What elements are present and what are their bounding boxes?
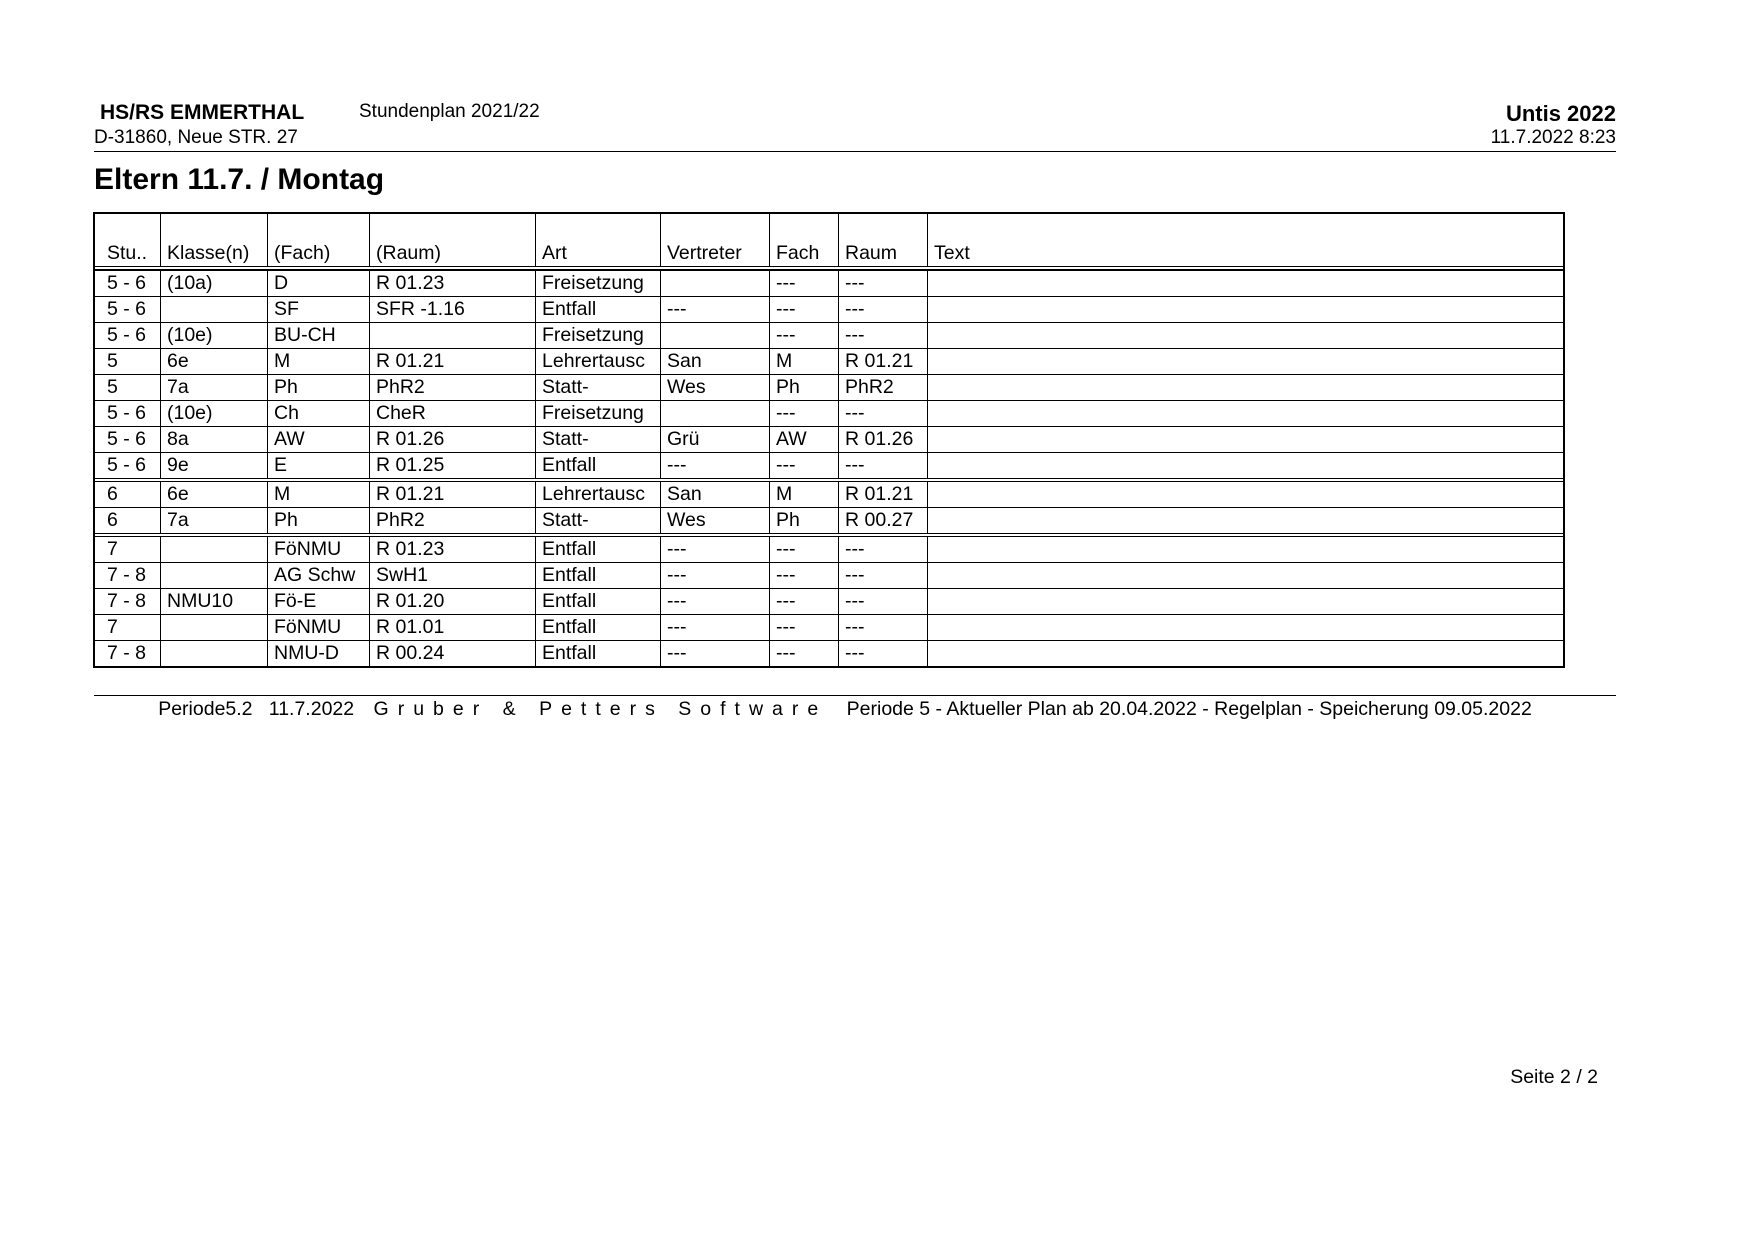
footer-period: Periode5.2 — [158, 698, 253, 720]
table-cell: --- — [660, 453, 769, 478]
table-cell: --- — [838, 589, 927, 614]
table-cell: Statt- — [535, 427, 660, 452]
page-number: Seite 2 / 2 — [1510, 1066, 1598, 1088]
column-header: Text — [927, 214, 1563, 266]
table-cell: Ph — [769, 375, 838, 400]
table-cell — [927, 641, 1563, 666]
table-cell: 7a — [160, 375, 267, 400]
table-row — [95, 348, 1563, 374]
table-body — [95, 270, 1563, 666]
table-row — [95, 614, 1563, 640]
table-cell: --- — [769, 589, 838, 614]
table-cell: R 01.23 — [369, 537, 535, 562]
table-cell: --- — [838, 563, 927, 588]
table-cell: PhR2 — [369, 375, 535, 400]
table-cell: R 01.26 — [838, 427, 927, 452]
table-cell: R 01.21 — [838, 349, 927, 374]
table-cell: 5 — [107, 376, 118, 398]
table-cell — [927, 508, 1563, 533]
table-cell: 5 - 6 — [107, 324, 147, 346]
table-cell: Wes — [660, 508, 769, 533]
table-cell: Lehrertausc — [535, 482, 660, 507]
software-name: Untis 2022 — [1505, 101, 1616, 126]
table-cell: --- — [660, 615, 769, 640]
footer-date: 11.7.2022 — [268, 698, 355, 720]
table-cell: 5 — [107, 350, 118, 372]
table-cell — [927, 589, 1563, 614]
table-cell: 7 — [107, 616, 118, 638]
table-cell: --- — [769, 323, 838, 348]
table-cell: NMU10 — [160, 589, 267, 614]
table-cell: PhR2 — [838, 375, 927, 400]
table-cell: R 01.20 — [369, 589, 535, 614]
table-cell: Ch — [267, 401, 369, 426]
table-cell: Ph — [267, 508, 369, 533]
table-cell: --- — [769, 563, 838, 588]
table-cell: San — [660, 349, 769, 374]
table-cell: --- — [838, 641, 927, 666]
table-cell: Entfall — [535, 297, 660, 322]
table-cell: --- — [838, 615, 927, 640]
table-cell: 5 - 6 — [107, 428, 147, 450]
table-row — [95, 640, 1563, 666]
table-cell: R 00.24 — [369, 641, 535, 666]
table-cell: 5 - 6 — [107, 454, 147, 476]
table-cell: 7 - 8 — [107, 642, 147, 664]
table-row — [95, 507, 1563, 533]
table-cell: R 01.21 — [369, 349, 535, 374]
table-cell: (10a) — [160, 271, 267, 296]
table-cell: Entfall — [535, 589, 660, 614]
table-cell: --- — [838, 323, 927, 348]
table-cell: SFR -1.16 — [369, 297, 535, 322]
table-cell: 9e — [160, 453, 267, 478]
table-row — [95, 533, 1563, 562]
table-cell: R 01.25 — [369, 453, 535, 478]
table-cell: 7 — [107, 538, 118, 560]
table-cell: PhR2 — [369, 508, 535, 533]
table-cell: --- — [838, 271, 927, 296]
table-cell: NMU-D — [267, 641, 369, 666]
footer — [94, 698, 1616, 721]
table-cell: AG Schw — [267, 563, 369, 588]
table-cell — [927, 271, 1563, 296]
plan-name: Stundenplan 2021/22 — [359, 101, 540, 122]
table-cell: R 01.26 — [369, 427, 535, 452]
table-cell: R 01.21 — [369, 482, 535, 507]
table-cell: --- — [660, 537, 769, 562]
table-cell — [660, 271, 769, 296]
table-cell: 8a — [160, 427, 267, 452]
table-cell: Entfall — [535, 563, 660, 588]
table-cell: (10e) — [160, 401, 267, 426]
table-cell: --- — [838, 297, 927, 322]
table-cell — [927, 453, 1563, 478]
table-cell: --- — [769, 615, 838, 640]
table-cell: --- — [660, 641, 769, 666]
table-cell: M — [267, 482, 369, 507]
table-cell: 7 - 8 — [107, 564, 147, 586]
table-cell: M — [267, 349, 369, 374]
table-cell: FöNMU — [267, 537, 369, 562]
table-cell — [927, 427, 1563, 452]
table-row — [95, 588, 1563, 614]
table-cell: (10e) — [160, 323, 267, 348]
table-cell: 6e — [160, 349, 267, 374]
table-cell: --- — [838, 401, 927, 426]
table-cell: R 01.01 — [369, 615, 535, 640]
table-cell: 7a — [160, 508, 267, 533]
header-rule — [94, 151, 1616, 152]
column-header: Art — [535, 214, 660, 266]
table-cell: --- — [838, 453, 927, 478]
table-cell: Freisetzung — [535, 323, 660, 348]
footer-vendor: Gruber & Petters Software — [373, 698, 828, 720]
table-cell: D — [267, 271, 369, 296]
school-address: D-31860, Neue STR. 27 — [94, 127, 298, 148]
table-cell — [160, 641, 267, 666]
table-cell — [160, 537, 267, 562]
column-header: Stu.. — [107, 242, 148, 264]
table-cell — [927, 615, 1563, 640]
table-cell: Ph — [769, 508, 838, 533]
table-cell: 5 - 6 — [107, 272, 147, 294]
table-cell: E — [267, 453, 369, 478]
table-cell: Freisetzung — [535, 271, 660, 296]
table-cell: --- — [660, 563, 769, 588]
table-cell: Statt- — [535, 508, 660, 533]
table-cell: --- — [769, 297, 838, 322]
table-cell: 7 - 8 — [107, 590, 147, 612]
table-cell: M — [769, 349, 838, 374]
table-row — [95, 452, 1563, 478]
table-cell: R 01.23 — [369, 271, 535, 296]
table-cell — [927, 375, 1563, 400]
column-header: (Raum) — [369, 214, 535, 266]
table-cell: --- — [769, 453, 838, 478]
table-cell: Entfall — [535, 453, 660, 478]
table-cell: Statt- — [535, 375, 660, 400]
table-cell: Grü — [660, 427, 769, 452]
table-cell: SF — [267, 297, 369, 322]
table-cell — [927, 323, 1563, 348]
table-row — [95, 374, 1563, 400]
column-header: Klasse(n) — [160, 214, 267, 266]
footer-info: Periode 5 - Aktueller Plan ab 20.04.2022 - Regelplan - Speicherung 09.05.2022 — [846, 698, 1532, 720]
table-cell — [927, 482, 1563, 507]
table-cell: R 01.21 — [838, 482, 927, 507]
table-cell: BU-CH — [267, 323, 369, 348]
table-cell — [369, 323, 535, 348]
table-cell: Entfall — [535, 615, 660, 640]
table-cell: --- — [769, 271, 838, 296]
table-cell: 6e — [160, 482, 267, 507]
table-cell: M — [769, 482, 838, 507]
table-row — [95, 562, 1563, 588]
table-cell: --- — [769, 401, 838, 426]
table-cell — [927, 401, 1563, 426]
table-cell — [160, 297, 267, 322]
table-cell: Freisetzung — [535, 401, 660, 426]
table-row — [95, 322, 1563, 348]
table-cell — [927, 349, 1563, 374]
table-cell: 5 - 6 — [107, 402, 147, 424]
table-header-row — [95, 214, 1563, 270]
table-cell: Lehrertausc — [535, 349, 660, 374]
table-cell: AW — [267, 427, 369, 452]
table-cell: --- — [769, 537, 838, 562]
column-header: Vertreter — [660, 214, 769, 266]
column-header: Raum — [838, 214, 927, 266]
table-cell: Wes — [660, 375, 769, 400]
table-cell — [160, 615, 267, 640]
table-cell — [927, 297, 1563, 322]
table-cell: --- — [660, 589, 769, 614]
school-name: HS/RS EMMERTHAL — [100, 101, 305, 124]
table-cell: --- — [769, 641, 838, 666]
table-cell: AW — [769, 427, 838, 452]
table-cell: Fö-E — [267, 589, 369, 614]
table-cell: Ph — [267, 375, 369, 400]
table-cell — [160, 563, 267, 588]
table-cell — [660, 401, 769, 426]
table-cell: --- — [660, 297, 769, 322]
table-row — [95, 296, 1563, 322]
table-row — [95, 426, 1563, 452]
table-cell: Entfall — [535, 641, 660, 666]
table-cell: SwH1 — [369, 563, 535, 588]
table-cell: R 00.27 — [838, 508, 927, 533]
column-header: (Fach) — [267, 214, 369, 266]
footer-rule — [94, 695, 1616, 696]
print-date: 11.7.2022 8:23 — [1490, 127, 1616, 148]
table-cell: 6 — [107, 483, 118, 505]
table-row — [95, 478, 1563, 507]
table-cell: Entfall — [535, 537, 660, 562]
table-cell: San — [660, 482, 769, 507]
table-cell: CheR — [369, 401, 535, 426]
table-row — [95, 400, 1563, 426]
table-cell — [927, 563, 1563, 588]
page-title: Eltern 11.7. / Montag — [94, 163, 385, 196]
column-header: Fach — [769, 214, 838, 266]
table-cell: --- — [838, 537, 927, 562]
table-cell: 5 - 6 — [107, 298, 147, 320]
table-cell: 6 — [107, 509, 118, 531]
table-cell — [927, 537, 1563, 562]
substitution-table — [93, 212, 1565, 668]
table-cell — [660, 323, 769, 348]
table-cell: FöNMU — [267, 615, 369, 640]
table-row — [95, 270, 1563, 296]
